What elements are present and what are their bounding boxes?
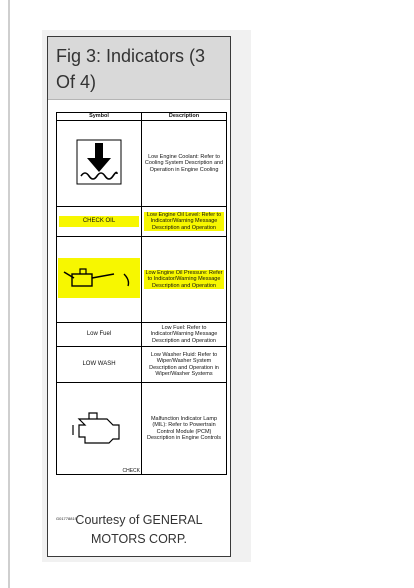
card-header bbox=[48, 37, 230, 100]
oil-can-icon bbox=[58, 256, 140, 300]
table-row bbox=[57, 347, 227, 383]
description-cell: Low Engine Coolant: Refer to Cooling System Description and Operation in Engine Cooling bbox=[142, 121, 227, 207]
figure-card[interactable] bbox=[47, 36, 231, 557]
description-cell bbox=[142, 237, 227, 323]
description-text: Low Engine Oil Pressure: Refer to Indicator/Warning Message Description and Operation bbox=[145, 270, 223, 289]
figure-code: G01778819 bbox=[56, 516, 77, 521]
description-cell: Low Washer Fluid: Refer to Wiper/Washer System Description and Operation in Wiper/Washer Systems bbox=[142, 347, 227, 383]
symbol-cell: Low Fuel bbox=[57, 323, 142, 347]
symbol-text: CHECK OIL bbox=[59, 216, 139, 226]
description-cell: Low Fuel: Refer to Indicator/Warning Message Description and Operation bbox=[142, 323, 227, 347]
symbol-cell bbox=[57, 237, 142, 323]
table-row bbox=[57, 383, 227, 475]
figure-caption: Courtesy of GENERAL MOTORS CORP. bbox=[75, 513, 203, 546]
check-engine-icon bbox=[69, 407, 129, 447]
card-title: Fig 3: Indicators (3 Of 4) bbox=[56, 46, 206, 92]
symbol-cell bbox=[57, 207, 142, 237]
symbol-cell bbox=[57, 383, 142, 475]
table-row bbox=[57, 121, 227, 207]
symbol-cell: LOW WASH bbox=[57, 347, 142, 383]
table-header-row bbox=[57, 113, 227, 121]
header-symbol: Symbol bbox=[57, 113, 142, 121]
symbol-cell bbox=[57, 121, 142, 207]
header-description: Description bbox=[142, 113, 227, 121]
page-left-rule bbox=[8, 0, 10, 588]
symbol-text: CHECK bbox=[122, 468, 140, 474]
indicator-table bbox=[56, 112, 227, 475]
description-text: Low Engine Oil Level: Refer to Indicator/Warning Message Description and Operation bbox=[144, 212, 224, 231]
description-cell: Malfunction Indicator Lamp (MIL): Refer to Powertrain Control Module (PCM) Description in Engine Controls bbox=[142, 383, 227, 475]
table-row bbox=[57, 207, 227, 237]
table-row bbox=[57, 323, 227, 347]
table-row bbox=[57, 237, 227, 323]
indicator-figure[interactable] bbox=[56, 112, 226, 521]
description-cell bbox=[142, 207, 227, 237]
engine-coolant-temperature-icon bbox=[73, 136, 125, 188]
